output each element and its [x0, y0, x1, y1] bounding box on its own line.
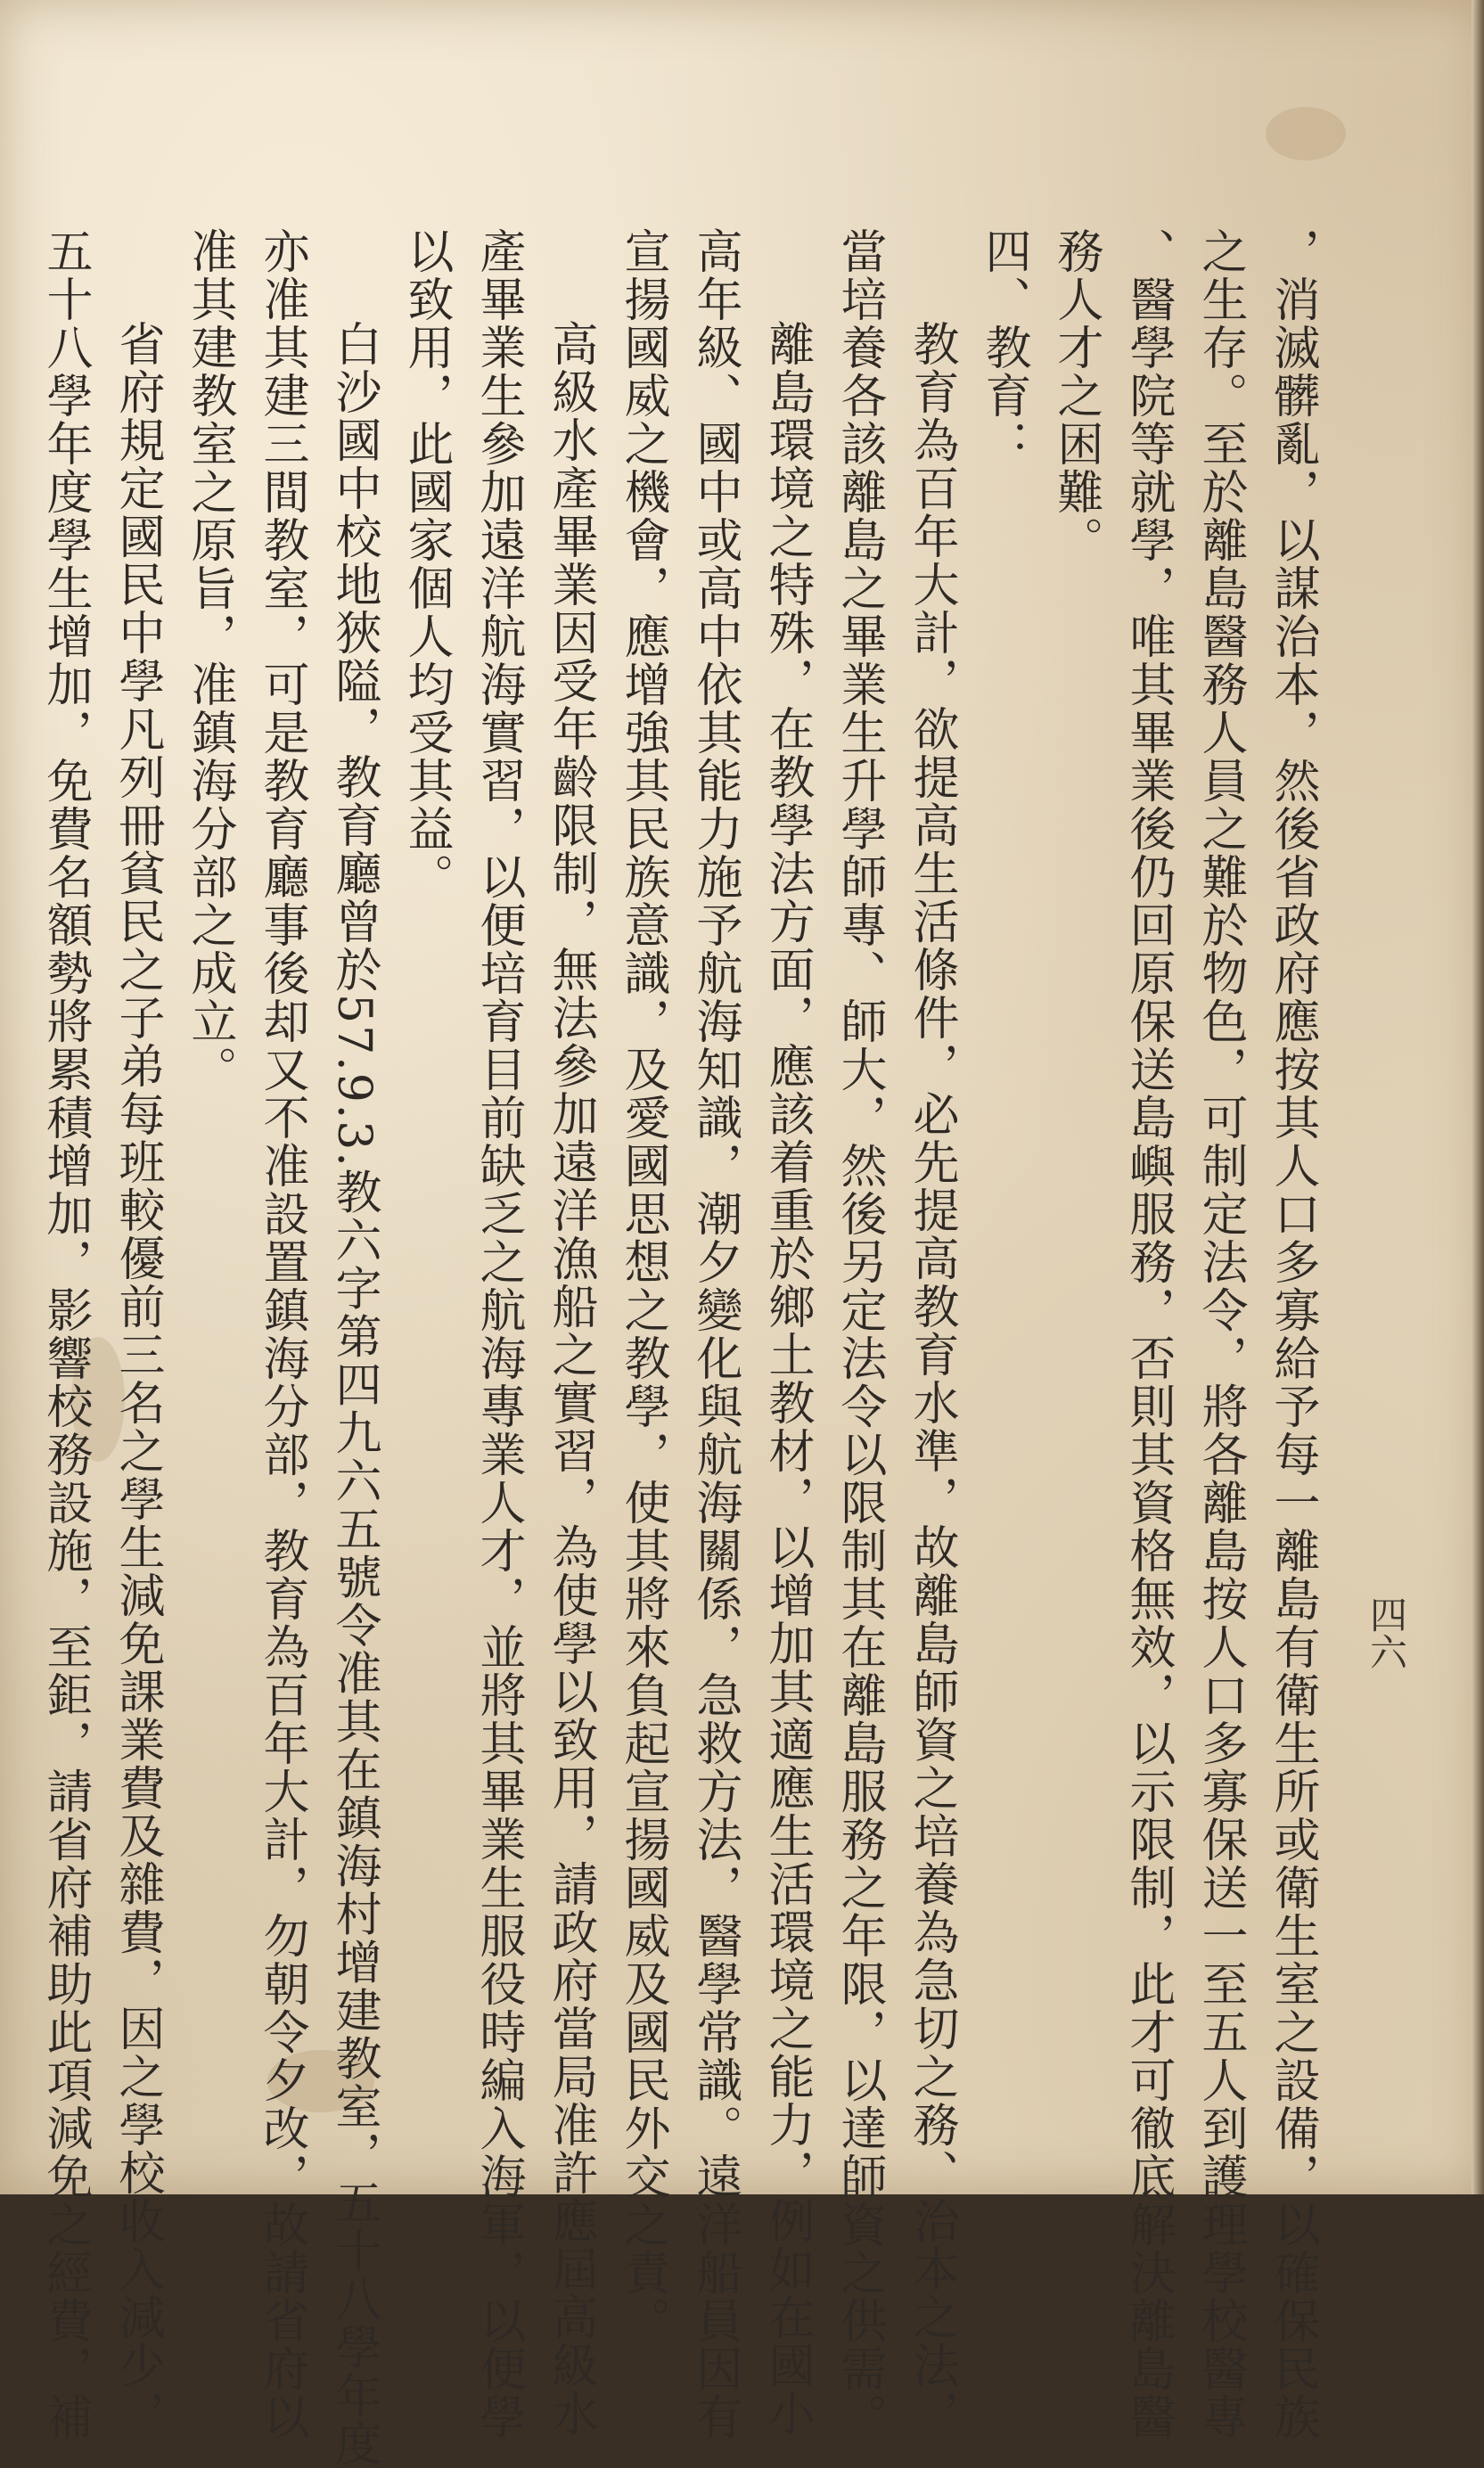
page-number: 四六: [1365, 1595, 1408, 1670]
text-column: 高級水產畢業因受年齡限制，無法參加遠洋漁船之實習，為使學以致用，請政府當局准許應屆高級水: [544, 320, 597, 2438]
text-column: 務人才之困難。: [1049, 227, 1103, 564]
text-column: 產畢業生參加遠洋航海實習，以便培育目前缺乏之航海專業人才，並將其畢業生服役時編入海軍，以便學: [471, 227, 525, 2441]
text-column: 之生存。至於離島醫務人員之難於物色，可制定法令，將各離島按人口多寡保送一至五人到護理學校醫專: [1193, 227, 1247, 2441]
text-column: 准其建教室之原旨，准鎮海分部之成立。: [183, 227, 236, 1094]
text-column: 五十八學年度學生增加，免費名額勢將累積增加，影響校務設施，至鉅，請省府補助此項減免之經費，補: [38, 227, 92, 2441]
body-text: [38, 227, 1328, 2468]
text-column: 以致用，此國家個人均受其益。: [399, 227, 453, 901]
text-column: 、醫學院等就學，唯其畢業後仍回原保送島嶼服務，否則其資格無效，以示限制，此才可徹底解決離島醫: [1121, 227, 1175, 2441]
text-column: 高年級、國中或高中依其能力施予航海知識，潮夕變化與航海關係，急救方法，醫學常識。遠洋船員因有: [688, 227, 742, 2441]
text-column: 白沙國中校地狹隘，教育廳曾於57.9.3.教六字第四九六五號令准其在鎮海村增建教室，五十八學年度: [327, 320, 381, 2468]
page-edge: [1472, 0, 1484, 2194]
text-column: 省府規定國民中學凡列冊貧民之子弟每班較優前三名之學生減免課業費及雜費，因之學校收入減少，: [111, 320, 164, 2438]
text-column: ，消滅髒亂，以謀治本，然後省政府應按其人口多寡給予每一離島有衛生所或衛生室之設備，以確保民族: [1266, 227, 1319, 2441]
paper-stain: [1266, 107, 1346, 160]
text-column: 離島環境之特殊，在教學法方面，應該着重於鄉土教材，以增加其適應生活環境之能力，例如在國小: [760, 320, 814, 2438]
section-heading: 四、教育：: [977, 227, 1030, 468]
text-column: 教育為百年大計，欲提高生活條件，必先提高教育水準，故離島師資之培養為急切之務、治本之法，: [905, 320, 958, 2438]
text-column: 當培養各該離島之畢業生升學師專、師大，然後另定法令以限制其在離島服務之年限，以達師資之供需。: [832, 227, 886, 2441]
text-column: 宣揚國威之機會，應增強其民族意識，及愛國思想之教學，使其將來負起宣揚國威及國民外交之責。: [616, 227, 669, 2345]
text-column: 亦准其建三間教室，可是教育廳事後却又不准設置鎮海分部，教育為百年大計，勿朝令夕改，故請省府以: [255, 227, 308, 2441]
